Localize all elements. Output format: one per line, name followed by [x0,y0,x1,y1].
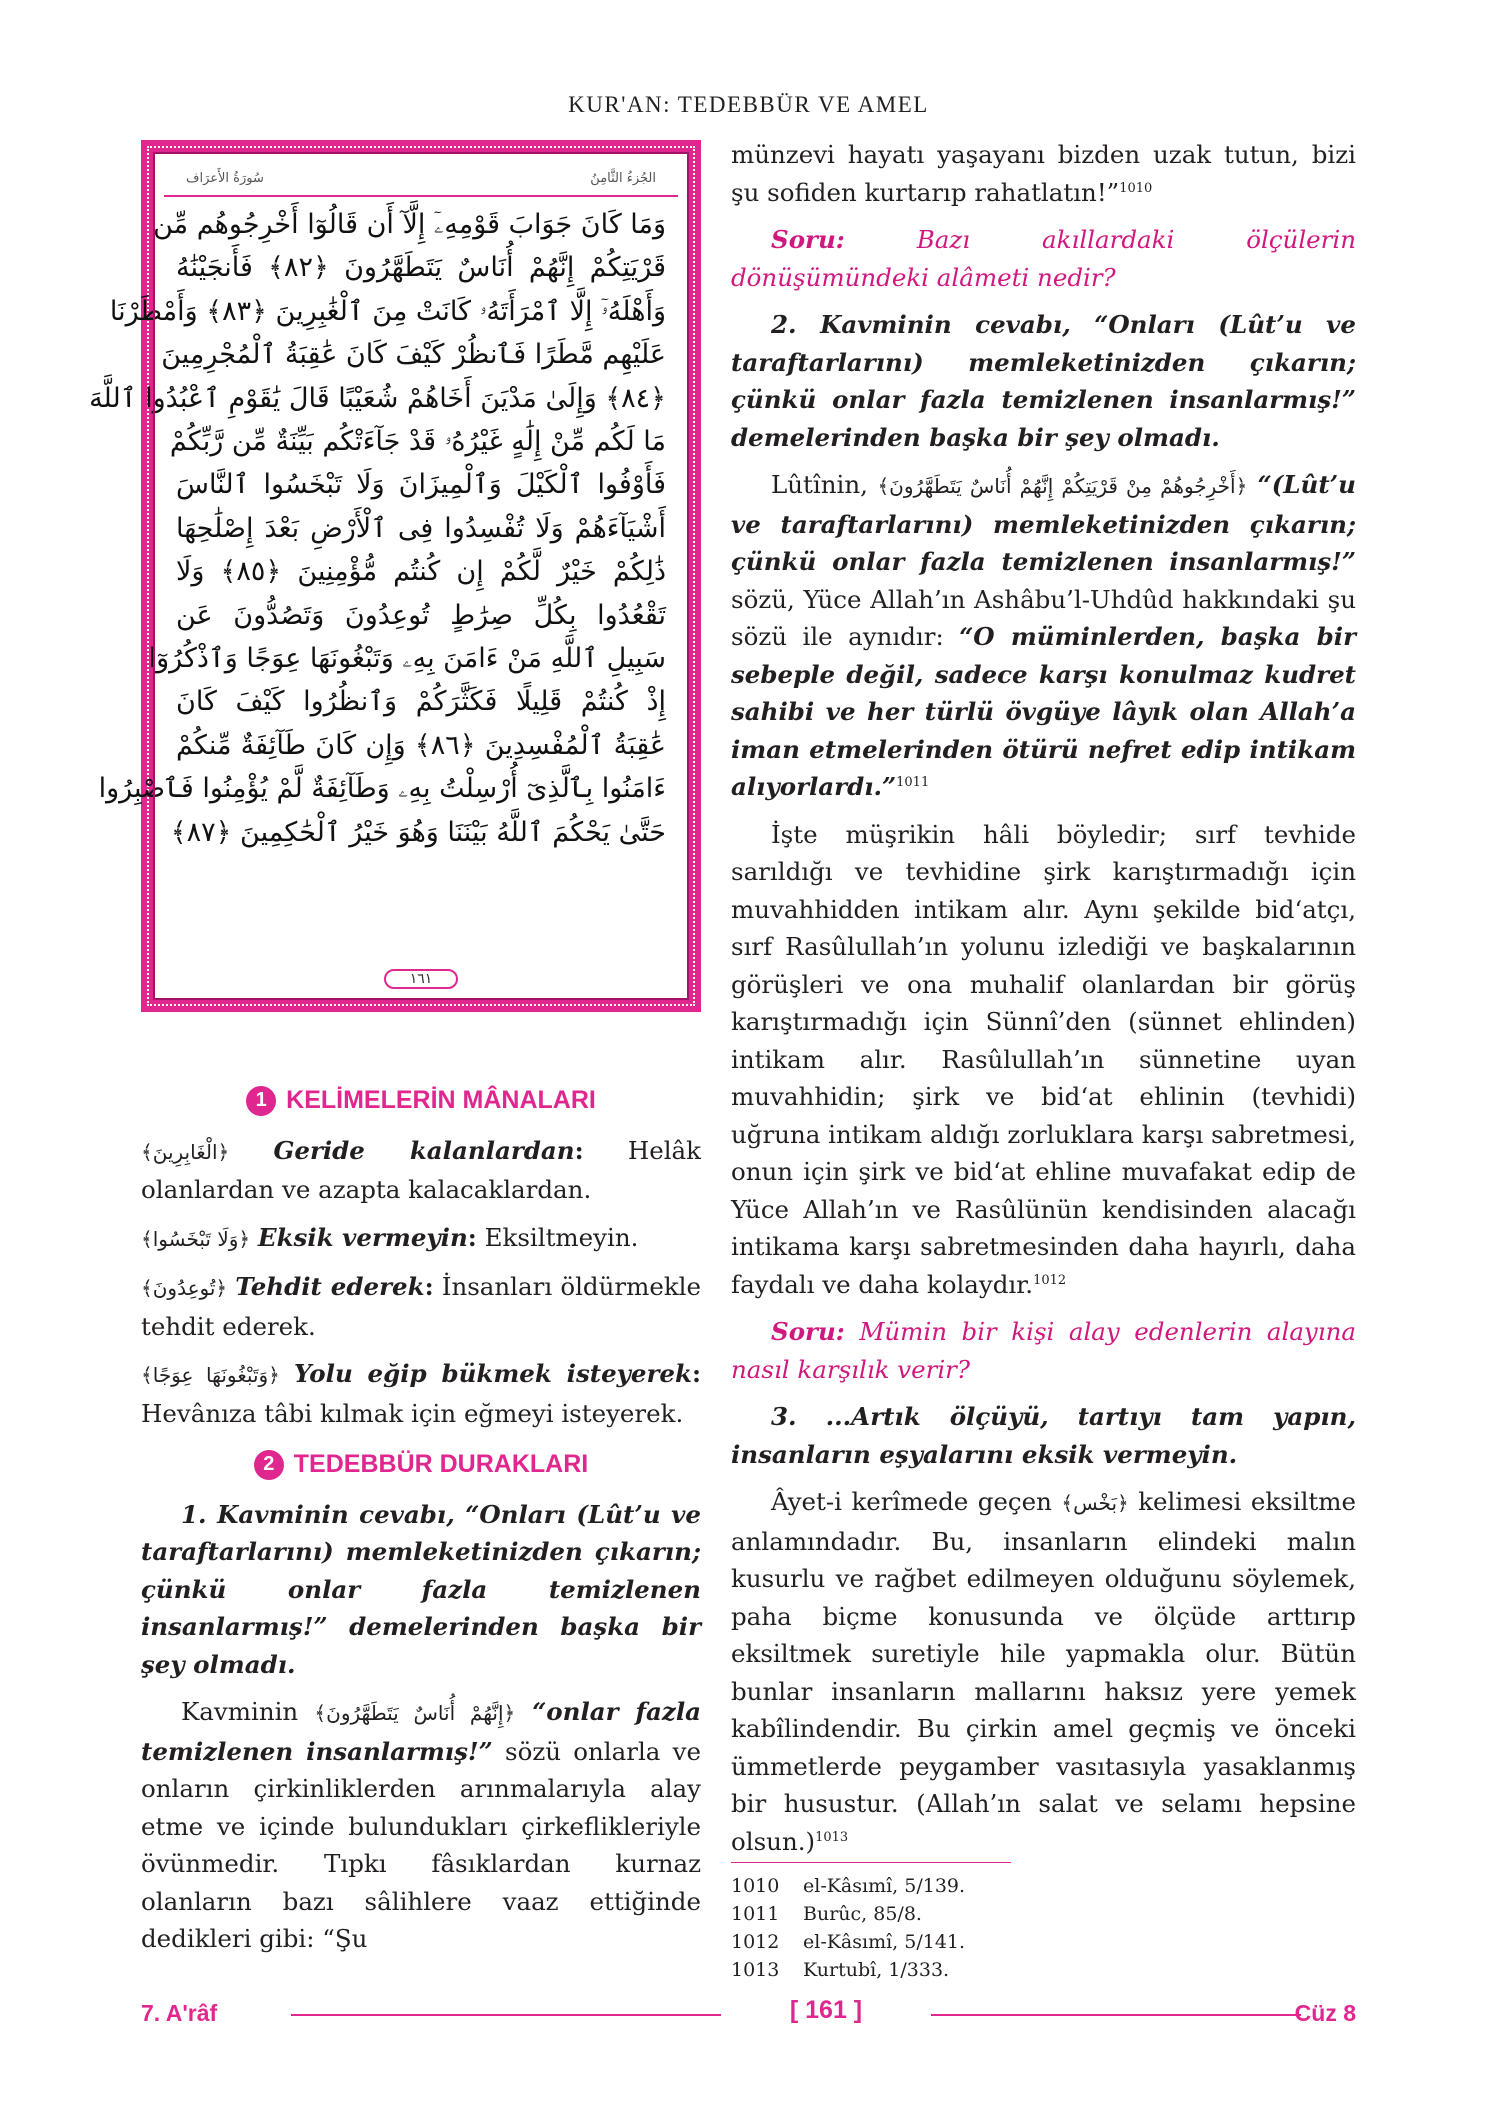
quran-line: قَرْيَتِكُمْ إِنَّهُمْ أُنَاسٌ يَتَطَهَّرُونَ ﴿٨٢﴾ فَأَنجَيْنَٰهُ [176,252,666,284]
footnote-ref: 1010 [1119,180,1153,196]
body-paragraph: Lûtînin, ﴿أَخْرِجُوهُمْ مِنْ قَرْيَتِكُمْ إِنَّهُمْ أُنَاسٌ يَتَطَهَّرُونَ﴾ “(Lût’u ve taraftarlarını) memleketinizden çıkarın; çünkü onlar fazla temizlenen insanlarmış!” sözü, Yüce Allah’ın Ashâbu’l-Uhdûd hakkındaki şu sözü ile aynıdır: “O müminlerden, başka bir sebeple değil, sadece karşı konulmaz kudret sahibi ve her türlü övgüye lâyık olan Allah’a iman etmelerinden ötürü nefret edip intikam alıyorlardı.”$^{1011}$ [731,470,1356,801]
footnotes [731,1872,1356,1984]
quran-line: إِذْ كُنتُمْ قَلِيلًا فَكَثَّرَكُمْ وَٱنظُرُوا كَيْفَ كَانَ [176,686,666,718]
quran-line: ﴿٨٤﴾ وَإِلَىٰ مَدْيَنَ أَخَاهُمْ شُعَيْبًا قَالَ يَٰقَوْمِ ٱعْبُدُوا ٱللَّهَ [89,382,666,414]
quran-page [89,154,687,998]
section-title-text: KELİMELERİN MÂNALARI [286,1086,596,1114]
quran-line: وَمَا كَانَ جَوَابَ قَوْمِهِۦٓ إِلَّآ أَن قَالُوٓا أَخْرِجُوهُم مِّن [153,209,666,240]
footnote: 1012 el-Kâsımî, 5/141. [731,1931,966,1953]
section-title-text: TEDEBBÜR DURAKLARI [293,1450,589,1478]
footer-juz: Cüz 8 [1294,2000,1356,2026]
footnote: 1011 Burûc, 85/8. [731,1903,922,1925]
quran-line: مَا لَكُم مِّنْ إِلَٰهٍ غَيْرُهُۥ قَدْ جَآءَتْكُم بَيِّنَةٌ مِّن رَّبِّكُمْ [169,426,666,458]
footnote-ref: 1012 [1033,1272,1067,1288]
body-paragraph: İşte müşrikin hâli böyledir; sırf tevhide sarıldığı ve tevhidine şirk karıştırmadığı için muvahhidden intikam alır. Aynı şekilde bid‘atçı, sırf Rasûlullah’ın yolunu izlediği ve başkalarının görüşleri ve ona muhalif olanlardan bir görüş karıştırmadığı için Sünnî’den (sünnet ehlinden) intikam alır. Rasûlullah’ın sünnetine uyan muvahhidin; şirk ve bid‘at ehlinin (tevhidi) uğruna intikam aldığı zorluklara karşı sabretmesi, onun için şirk ve bid‘at ehline muvafakat edip de Yüce Allah’ın ve Rasûlünün kendisinden alacağı intikama karşı sabretmesinden daha hayırlı, daha faydalı ve daha kolaydır.$^{1012}$ [731,819,1356,1299]
left-column [141,1068,701,1968]
footer-rule [291,2014,721,2016]
reflection-heading: 2. Kavminin cevabı, “Onları (Lût’u ve taraftarlarını) memleketinizden çıkarın; çünkü onlar fazla temizlenen insanlarmış!” demelerinden başka bir şey olmadı. [731,310,1356,452]
surah-label: سُورَةُ الأَعرَاف [186,170,264,186]
glossary-entry: ﴿وَتَبْغُونَهَا عِوَجًا﴾ Yolu eğip bükmek isteyerek: Hevânıza tâbi kılmak için eğmeyi isteyerek. [141,1359,701,1428]
body-paragraph: münzevi hayatı yaşayanı bizden uzak tutun, bizi şu sofiden kurtarıp rahatlatın!”$^{1010}$ [731,140,1356,207]
quran-text [89,197,684,854]
section-number-badge: 2 [254,1450,284,1480]
glossary-entry: ﴿تُوعِدُونَ﴾ Tehdit ederek: İnsanları öldürmekle tehdit ederek. [141,1272,702,1341]
footer-surah: 7. A'râf [141,2000,218,2026]
reflection-heading: 3. ...Artık ölçüyü, tartıyı tam yapın, insanların eşyalarını eksik vermeyin. [731,1402,1356,1469]
glossary-entry: ﴿الْغَابِرِينَ﴾ Geride kalanlardan: Helâk olanlardan ve azapta kalacaklardan. [141,1135,701,1204]
footnote-ref: 1011 [896,774,930,790]
running-header: KUR'AN: TEDEBBÜR VE AMEL [568,92,929,117]
quran-line: ءَامَنُوا بِٱلَّذِىٓ أُرْسِلْتُ بِهِۦ وَطَآئِفَةٌ لَّمْ يُؤْمِنُوا فَٱصْبِرُوا [98,773,666,805]
quran-line: عَٰقِبَةُ ٱلْمُفْسِدِينَ ﴿٨٦﴾ وَإِن كَانَ طَآئِفَةٌ مِّنكُمْ [176,729,666,761]
footnote: 1010 el-Kâsımî, 5/139. [731,1875,966,1897]
glossary-entry: ﴿وَلَا تَبْخَسُوا﴾ Eksik vermeyin: Eksiltmeyin. [141,1222,639,1252]
footer-rule [931,2014,1301,2016]
question: Soru: Mümin bir kişi alay edenlerin alayına nasıl karşılık verir? [731,1317,1356,1384]
page-number: [ 161 ] [789,1996,863,2024]
page-footer [141,1996,1356,2030]
footnote-ref: 1013 [815,1829,849,1845]
quran-page-number: ١٦١ [158,968,684,989]
question: Soru: Bazı akıllardaki ölçülerin dönüşümündeki alâmeti nedir? [731,225,1356,292]
section-title [141,1446,701,1484]
quran-line: أَشْيَآءَهُمْ وَلَا تُفْسِدُوا فِى ٱلْأَرْضِ بَعْدَ إِصْلَٰحِهَا [176,512,666,544]
quran-line: سَبِيلِ ٱللَّهِ مَنْ ءَامَنَ بِهِۦ وَتَبْغُونَهَا عِوَجًا وَٱذْكُرُوٓا [148,643,666,675]
section-number-badge: 1 [246,1086,276,1116]
quran-line: وَأَهْلَهُۥٓ إِلَّا ٱمْرَأَتَهُۥ كَانَتْ مِنَ ٱلْغَٰبِرِينَ ﴿٨٣﴾ وَأَمْطَرْنَا [109,295,666,327]
footnote: 1013 Kurtubî, 1/333. [731,1959,950,1981]
quran-line: حَتَّىٰ يَحْكُمَ ٱللَّهُ بَيْنَنَا وَهُوَ خَيْرُ ٱلْحَٰكِمِينَ ﴿٨٧﴾ [170,816,666,848]
reflection-heading: 1. Kavminin cevabı, “Onları (Lût’u ve taraftarlarını) memleketinizden çıkarın; çünkü onlar fazla temizlenen insanlarmış!” demelerinden başka bir şey olmadı. [141,1499,701,1679]
right-column [731,136,1356,1870]
quran-line: ذَٰلِكُمْ خَيْرٌ لَّكُمْ إِن كُنتُم مُّؤْمِنِينَ ﴿٨٥﴾ وَلَا [176,556,666,588]
quran-line: فَأَوْفُوا ٱلْكَيْلَ وَٱلْمِيزَانَ وَلَا تَبْخَسُوا ٱلنَّاسَ [176,469,666,501]
quran-page-frame [89,140,701,1012]
quran-line: تَقْعُدُوا بِكُلِّ صِرَٰطٍ تُوعِدُونَ وَتَصُدُّونَ عَن [176,599,666,631]
body-paragraph: Âyet-i kerîmede geçen ﴿بَخْس﴾ kelimesi eksiltme anlamındadır. Bu, insanların elindeki malın kusurlu ve rağbet edilmeyen olduğunu söylemek, paha biçme konusunda ve ölçüde arttırıp eksiltmek suretiyle hile yapmakla olur. Bütün bunlar insanların mallarını haksız yere yemek kabîlindendir. Bu çirkin amel geçmiş ve önceki ümmetlerde peygamber vasıtasıyla yasaklanmış bir husustur. (Allah’ın salat ve selamı hepsine olsun.)$^{1013}$ [731,1487,1356,1856]
body-paragraph: Kavminin ﴿إِنَّهُمْ أُنَاسٌ يَتَطَهَّرُونَ﴾ “onlar fazla temizlenen insanlarmış!” sözü onlarla ve onların çirkinliklerden arınmalarıyla alay etme ve içinde bulundukları çirkeflikleriyle övünmedir. Tıpkı fâsıklardan kurnaz olanların bazı sâlihlere vaaz ettiğinde dedikleri gibi: “Şu [141,1697,702,1953]
footnote-divider [731,1862,1011,1863]
quran-page-header [164,161,678,197]
section-title [141,1082,701,1120]
quran-line: عَلَيْهِم مَّطَرًا فَٱنظُرْ كَيْفَ كَانَ عَٰقِبَةُ ٱلْمُجْرِمِينَ [161,339,666,371]
juz-label: الجُزءُ الثَّامِنُ [590,170,656,186]
